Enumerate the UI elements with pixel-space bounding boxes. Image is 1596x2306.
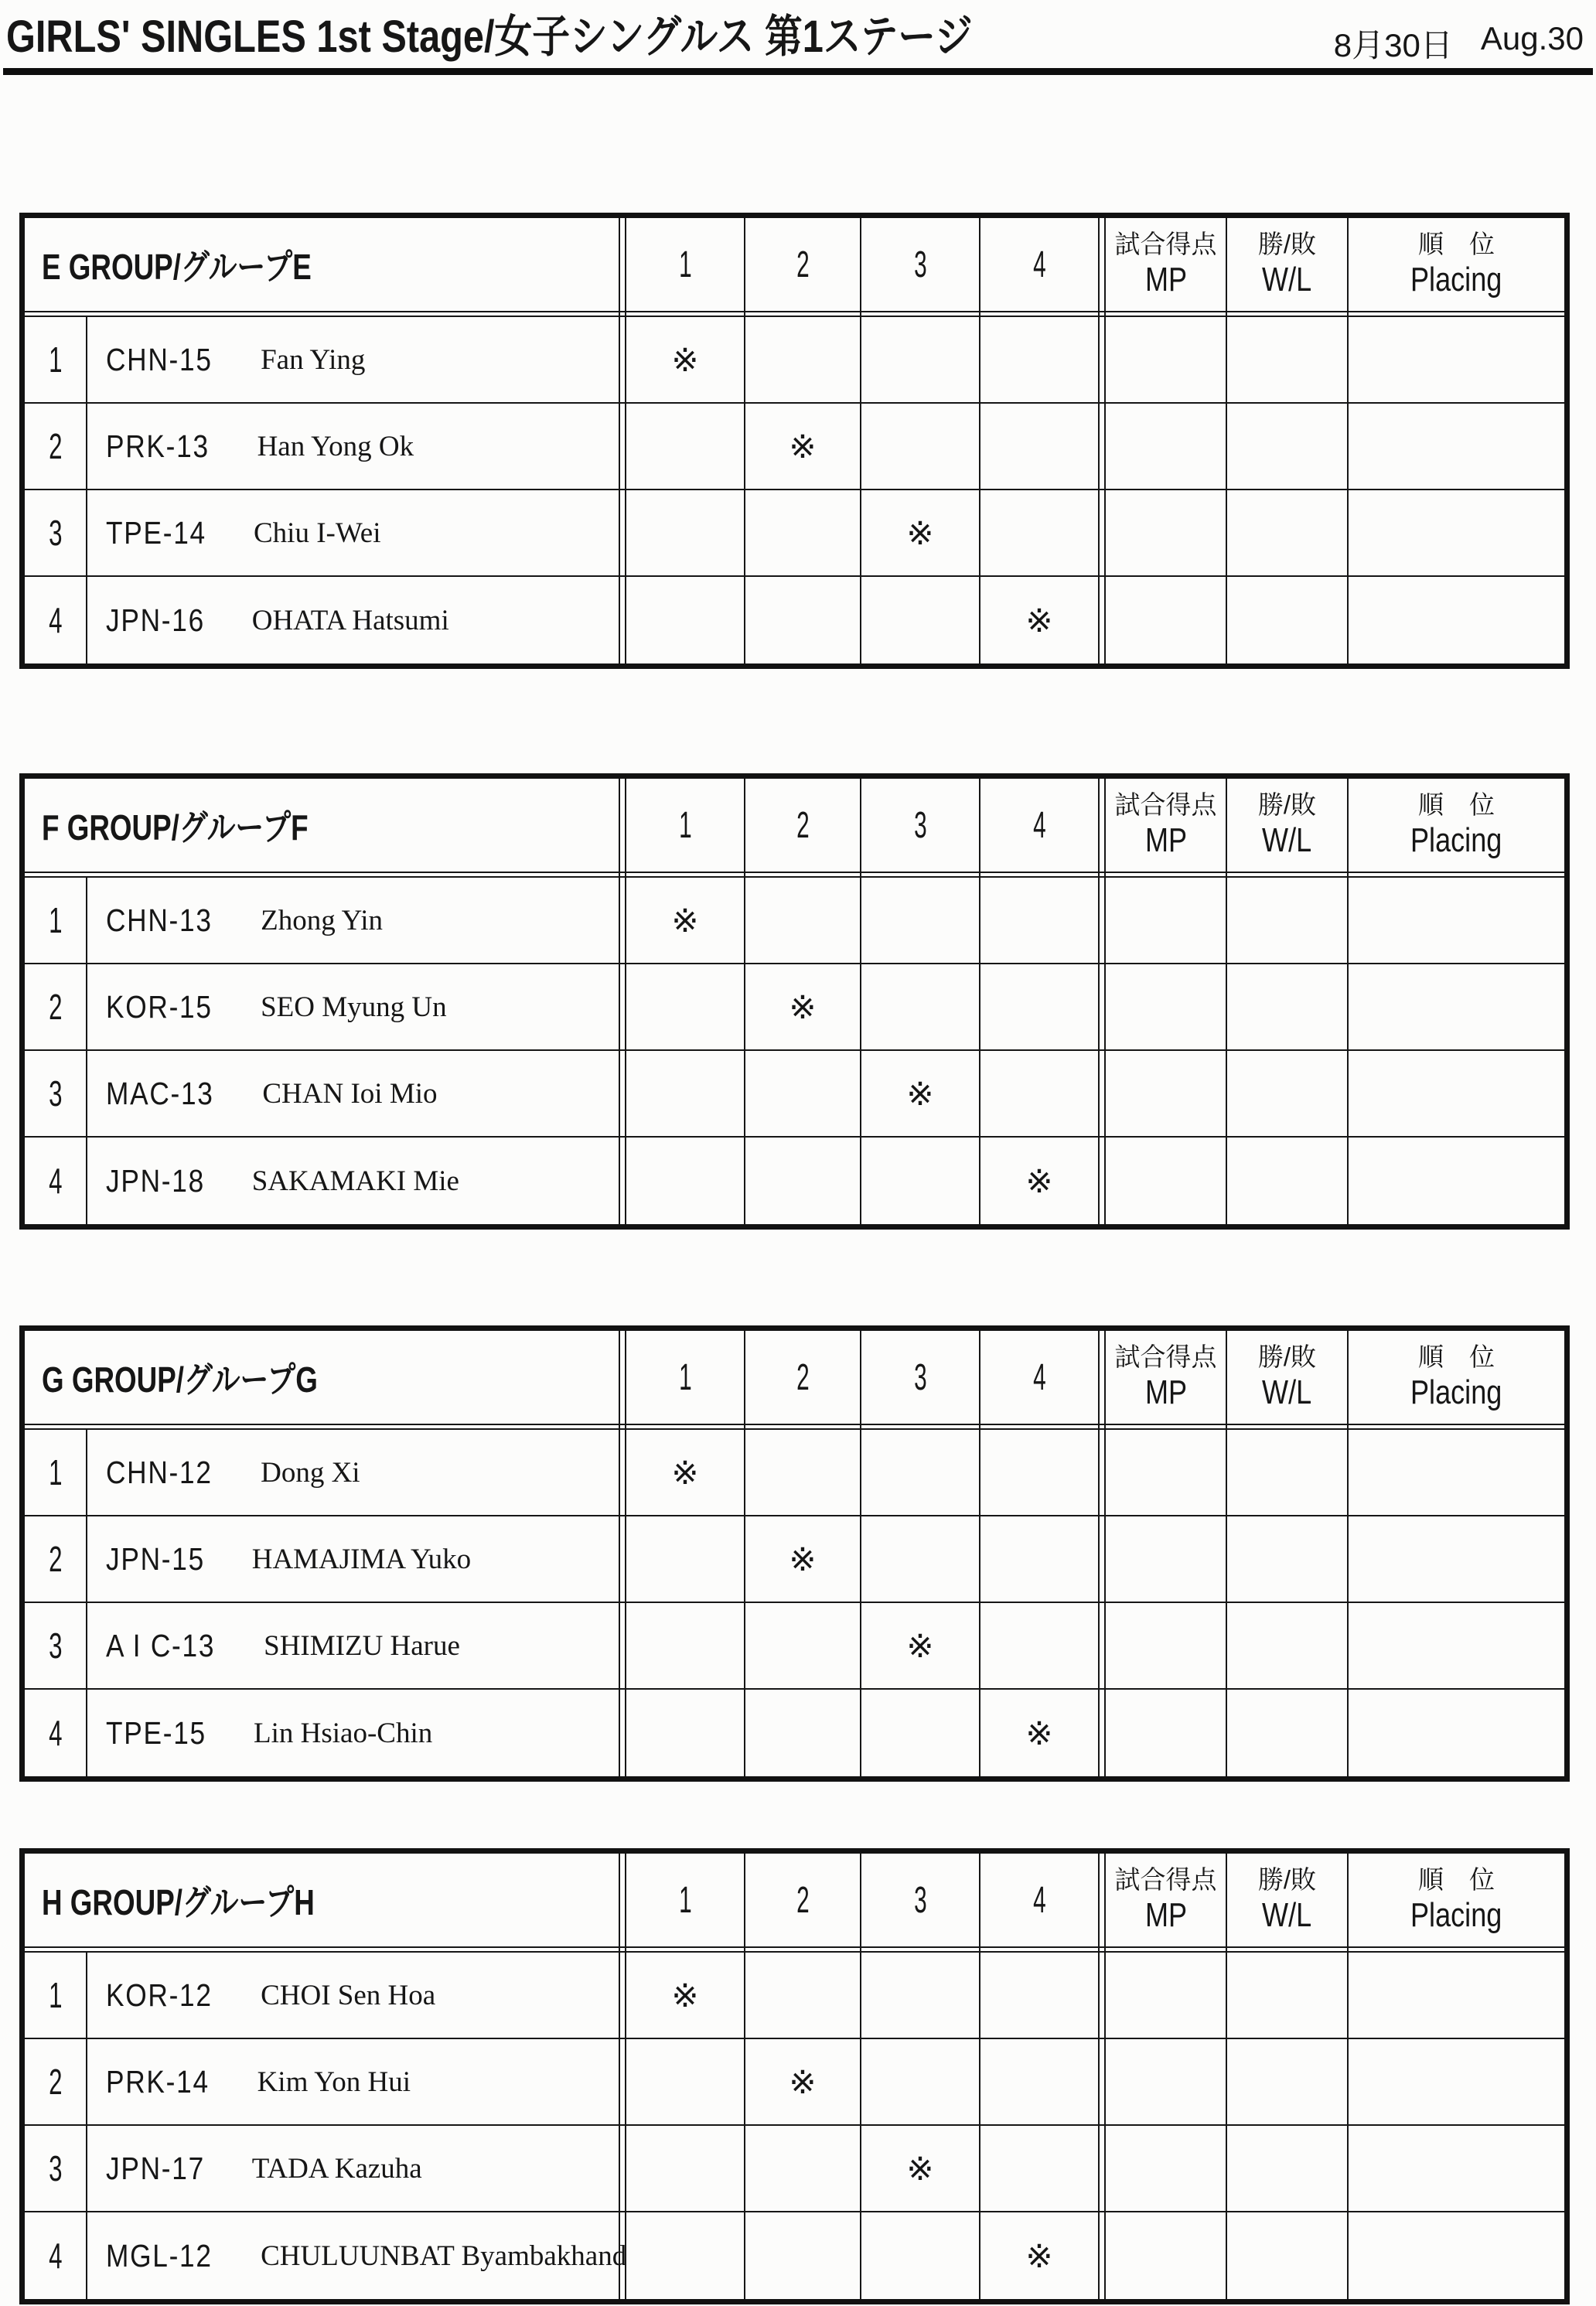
player-cell [86, 490, 619, 577]
match-cell [860, 2126, 979, 2212]
match-cell [979, 878, 1098, 964]
match-cell [744, 1051, 860, 1138]
placing-cell [1347, 1953, 1564, 2039]
match-cell [626, 317, 744, 404]
player-name: TADA Kazuha [251, 2152, 422, 2185]
match-cell [744, 878, 860, 964]
placing-header [1347, 1331, 1564, 1425]
self-match-mark: ※ [789, 428, 817, 465]
wl-cell [1226, 1953, 1347, 2039]
wl-cell [1226, 1051, 1347, 1138]
player-number: 1 [25, 878, 86, 964]
wl-header [1226, 1854, 1347, 1948]
mp-cell [1106, 2212, 1226, 2299]
round-column-header-1: 1 [626, 779, 744, 873]
round-column-header-1: 1 [626, 1331, 744, 1425]
player-code: CHN-12 [106, 1454, 213, 1490]
player-code: KOR-15 [106, 988, 213, 1025]
player-number: 3 [25, 1603, 86, 1690]
self-match-mark: ※ [789, 2063, 817, 2100]
placing-header [1347, 779, 1564, 873]
match-cell [860, 964, 979, 1051]
wl-cell [1226, 964, 1347, 1051]
player-code: PRK-13 [106, 428, 210, 464]
match-cell [979, 1138, 1098, 1224]
mp-header-jp: 試合得点 [1114, 790, 1217, 819]
title-rule [3, 68, 1593, 75]
placing-header-en: Placing [1410, 1895, 1502, 1934]
grid-gap [619, 964, 626, 1051]
match-cell [626, 1690, 744, 1776]
match-cell [979, 1953, 1098, 2039]
player-code: TPE-14 [106, 514, 206, 551]
match-cell [744, 1953, 860, 2039]
placing-header-en: Placing [1410, 260, 1502, 298]
grid-gap [619, 1331, 626, 1425]
match-cell [744, 1430, 860, 1516]
grid-gap [1098, 1953, 1106, 2039]
grid-gap [1098, 490, 1106, 577]
round-column-header-2: 2 [744, 1854, 860, 1948]
grid-gap [1098, 1854, 1106, 1948]
placing-header-en: Placing [1410, 820, 1502, 859]
player-code: CHN-15 [106, 341, 213, 377]
mp-header [1106, 1854, 1226, 1948]
player-name: SHIMIZU Harue [264, 1629, 460, 1662]
placing-header-jp: 順 位 [1418, 790, 1495, 819]
match-cell [860, 317, 979, 404]
match-cell [744, 964, 860, 1051]
self-match-mark: ※ [906, 1627, 934, 1664]
placing-cell [1347, 1051, 1564, 1138]
player-cell [86, 964, 619, 1051]
grid-gap [619, 1690, 626, 1776]
player-name: Chiu I-Wei [254, 517, 381, 549]
group-table [19, 773, 1570, 1230]
grid-gap [619, 577, 626, 663]
match-cell [860, 1051, 979, 1138]
round-column-header-3: 3 [860, 1331, 979, 1425]
match-cell [860, 577, 979, 663]
mp-cell [1106, 490, 1226, 577]
self-match-mark: ※ [671, 902, 699, 939]
player-name: Zhong Yin [261, 904, 384, 936]
wl-header-en: W/L [1262, 260, 1312, 298]
match-cell [860, 1138, 979, 1224]
wl-header-jp: 勝/敗 [1257, 1342, 1317, 1371]
grid-gap [619, 1854, 626, 1948]
player-code: JPN-17 [106, 2150, 205, 2186]
placing-header [1347, 1854, 1564, 1948]
date [1334, 20, 1584, 67]
player-cell [86, 878, 619, 964]
round-column-header-4: 4 [979, 218, 1098, 312]
grid-gap [1098, 1690, 1106, 1776]
mp-cell [1106, 1516, 1226, 1603]
match-cell [979, 2212, 1098, 2299]
date-english: Aug.30 [1480, 20, 1584, 56]
wl-cell [1226, 878, 1347, 964]
round-column-header-2: 2 [744, 1331, 860, 1425]
wl-header [1226, 1331, 1347, 1425]
player-code: PRK-14 [106, 2063, 210, 2100]
grid-gap [1098, 1603, 1106, 1690]
round-column-header-1: 1 [626, 1854, 744, 1948]
wl-cell [1226, 490, 1347, 577]
player-name: Lin Hsiao-Chin [254, 1717, 433, 1749]
mp-cell [1106, 1953, 1226, 2039]
player-cell [86, 1690, 619, 1776]
wl-cell [1226, 317, 1347, 404]
match-cell [626, 1051, 744, 1138]
match-cell [626, 2126, 744, 2212]
wl-cell [1226, 2212, 1347, 2299]
player-name: SEO Myung Un [261, 991, 447, 1023]
grid-gap [619, 317, 626, 404]
mp-cell [1106, 1430, 1226, 1516]
date-japanese: 8月30日 [1333, 27, 1453, 63]
player-number: 4 [48, 2236, 63, 2276]
match-cell [626, 1603, 744, 1690]
match-cell [860, 490, 979, 577]
group-title: F GROUP/グループF [25, 779, 619, 873]
grid-gap [1098, 577, 1106, 663]
mp-header [1106, 779, 1226, 873]
match-cell [626, 1138, 744, 1224]
match-cell [860, 404, 979, 490]
player-number: 1 [25, 1953, 86, 2039]
grid-gap [1098, 1331, 1106, 1425]
placing-cell [1347, 317, 1564, 404]
round-column-header-3: 3 [860, 779, 979, 873]
match-cell [860, 1690, 979, 1776]
match-cell [744, 1690, 860, 1776]
wl-cell [1226, 1138, 1347, 1224]
group-title: E GROUP/グループE [25, 218, 619, 312]
grid-gap [1098, 2212, 1106, 2299]
grid-gap [619, 1051, 626, 1138]
match-cell [626, 878, 744, 964]
match-cell [860, 1430, 979, 1516]
round-column-header-4: 4 [979, 779, 1098, 873]
self-match-mark: ※ [1025, 1714, 1053, 1752]
mp-header-en: MP [1144, 1895, 1187, 1934]
wl-cell [1226, 577, 1347, 663]
grid-gap [1098, 1138, 1106, 1224]
placing-cell [1347, 1430, 1564, 1516]
group-title: H GROUP/グループH [25, 1854, 619, 1948]
self-match-mark: ※ [671, 1977, 699, 2014]
grid-gap [1098, 2039, 1106, 2126]
player-cell [86, 1603, 619, 1690]
grid-gap [1098, 1051, 1106, 1138]
group-table [19, 213, 1570, 669]
placing-header-en: Placing [1410, 1373, 1502, 1411]
player-cell [86, 1516, 619, 1603]
player-number: 3 [25, 2126, 86, 2212]
page-title: GIRLS' SINGLES 1st Stage/女子シングルス 第1ステージ [6, 12, 973, 62]
player-number: 2 [25, 964, 86, 1051]
match-cell [979, 1690, 1098, 1776]
grid-gap [619, 1516, 626, 1603]
mp-header-en: MP [1144, 260, 1187, 298]
mp-cell [1106, 577, 1226, 663]
player-name: Kim Yon Hui [257, 2066, 411, 2098]
mp-header [1106, 218, 1226, 312]
grid-gap [1098, 1516, 1106, 1603]
match-cell [979, 2126, 1098, 2212]
self-match-mark: ※ [789, 988, 817, 1025]
player-number: 3 [25, 490, 86, 577]
placing-cell [1347, 490, 1564, 577]
placing-cell [1347, 404, 1564, 490]
grid-gap [619, 490, 626, 577]
self-match-mark: ※ [1025, 2237, 1053, 2274]
player-code: TPE-15 [106, 1714, 206, 1751]
player-code: A I C-13 [106, 1627, 216, 1663]
player-name: CHOI Sen Hoa [261, 1979, 436, 2011]
placing-cell [1347, 964, 1564, 1051]
match-cell [979, 1051, 1098, 1138]
match-cell [979, 2039, 1098, 2126]
player-cell [86, 317, 619, 404]
self-match-mark: ※ [671, 341, 699, 378]
player-number: 2 [25, 404, 86, 490]
round-column-header-3: 3 [860, 218, 979, 312]
self-match-mark: ※ [906, 1075, 934, 1112]
mp-cell [1106, 1051, 1226, 1138]
wl-header-jp: 勝/敗 [1257, 229, 1317, 258]
player-name: OHATA Hatsumi [251, 604, 449, 636]
player-cell [86, 1051, 619, 1138]
wl-header-jp: 勝/敗 [1257, 790, 1317, 819]
wl-header [1226, 779, 1347, 873]
mp-cell [1106, 878, 1226, 964]
grid-gap [619, 1603, 626, 1690]
match-cell [744, 577, 860, 663]
grid-gap [619, 1953, 626, 2039]
match-cell [744, 2126, 860, 2212]
match-cell [744, 490, 860, 577]
grid-gap [1098, 878, 1106, 964]
placing-header-jp: 順 位 [1418, 1342, 1495, 1371]
wl-cell [1226, 1430, 1347, 1516]
match-cell [626, 490, 744, 577]
player-name: Fan Ying [261, 343, 366, 376]
player-number: 4 [48, 1713, 63, 1753]
player-number: 2 [25, 1516, 86, 1603]
match-cell [744, 404, 860, 490]
player-cell [86, 1138, 619, 1224]
wl-cell [1226, 1516, 1347, 1603]
round-column-header-3: 3 [860, 1854, 979, 1948]
grid-gap [619, 1430, 626, 1516]
placing-cell [1347, 2212, 1564, 2299]
grid-gap [619, 779, 626, 873]
player-code: MAC-13 [106, 1075, 214, 1111]
grid-gap [1098, 964, 1106, 1051]
placing-cell [1347, 2039, 1564, 2126]
mp-header [1106, 1331, 1226, 1425]
self-match-mark: ※ [789, 1540, 817, 1578]
self-match-mark: ※ [1025, 1162, 1053, 1199]
match-cell [979, 577, 1098, 663]
player-name: SAKAMAKI Mie [251, 1165, 459, 1197]
wl-cell [1226, 1603, 1347, 1690]
player-code: KOR-12 [106, 1977, 213, 2013]
placing-header-jp: 順 位 [1418, 1864, 1495, 1894]
self-match-mark: ※ [671, 1454, 699, 1491]
player-cell [86, 1953, 619, 2039]
wl-header-en: W/L [1262, 1373, 1312, 1411]
player-name: CHAN Ioi Mio [262, 1077, 438, 1110]
player-name: Han Yong Ok [257, 430, 414, 462]
grid-gap [1098, 317, 1106, 404]
match-cell [979, 490, 1098, 577]
wl-header-jp: 勝/敗 [1257, 1864, 1317, 1894]
mp-cell [1106, 2126, 1226, 2212]
player-number: 1 [25, 317, 86, 404]
wl-header [1226, 218, 1347, 312]
match-cell [626, 577, 744, 663]
grid-gap [619, 404, 626, 490]
round-column-header-4: 4 [979, 1854, 1098, 1948]
player-name: CHULUUNBAT Byambakhand [261, 2239, 627, 2272]
grid-gap [619, 2039, 626, 2126]
mp-cell [1106, 1690, 1226, 1776]
match-cell [979, 1430, 1098, 1516]
mp-cell [1106, 1138, 1226, 1224]
mp-cell [1106, 1603, 1226, 1690]
grid-gap [619, 878, 626, 964]
grid-gap [619, 2212, 626, 2299]
round-column-header-1: 1 [626, 218, 744, 312]
match-cell [979, 317, 1098, 404]
player-number: 4 [48, 1161, 63, 1201]
mp-header-en: MP [1144, 1373, 1187, 1411]
self-match-mark: ※ [1025, 602, 1053, 639]
match-cell [626, 2039, 744, 2126]
mp-header-jp: 試合得点 [1114, 1864, 1217, 1894]
mp-header-jp: 試合得点 [1114, 229, 1217, 258]
group-table [19, 1325, 1570, 1782]
grid-gap [619, 1138, 626, 1224]
player-number: 4 [48, 600, 63, 640]
match-cell [979, 1603, 1098, 1690]
match-cell [860, 2039, 979, 2126]
player-cell [86, 577, 619, 663]
match-cell [744, 1138, 860, 1224]
wl-header-en: W/L [1262, 1895, 1312, 1934]
grid-gap [1098, 2126, 1106, 2212]
wl-cell [1226, 404, 1347, 490]
match-cell [626, 2212, 744, 2299]
grid-gap [1098, 404, 1106, 490]
player-code: JPN-18 [106, 1162, 205, 1199]
match-cell [979, 964, 1098, 1051]
mp-header-en: MP [1144, 820, 1187, 859]
match-cell [860, 2212, 979, 2299]
match-cell [626, 964, 744, 1051]
player-cell [86, 404, 619, 490]
placing-cell [1347, 2126, 1564, 2212]
wl-header-en: W/L [1262, 820, 1312, 859]
match-cell [860, 878, 979, 964]
match-cell [744, 1603, 860, 1690]
mp-cell [1106, 964, 1226, 1051]
player-cell [86, 2039, 619, 2126]
match-cell [744, 1516, 860, 1603]
wl-cell [1226, 2039, 1347, 2126]
placing-cell [1347, 1690, 1564, 1776]
match-cell [626, 1953, 744, 2039]
match-cell [744, 317, 860, 404]
placing-cell [1347, 577, 1564, 663]
round-column-header-4: 4 [979, 1331, 1098, 1425]
mp-cell [1106, 2039, 1226, 2126]
player-cell [86, 2126, 619, 2212]
match-cell [626, 1430, 744, 1516]
round-column-header-2: 2 [744, 218, 860, 312]
wl-cell [1226, 1690, 1347, 1776]
player-cell [86, 2212, 627, 2299]
match-cell [626, 404, 744, 490]
match-cell [860, 1516, 979, 1603]
match-cell [860, 1603, 979, 1690]
placing-cell [1347, 1603, 1564, 1690]
player-code: JPN-15 [106, 1540, 205, 1577]
player-name: HAMAJIMA Yuko [251, 1543, 472, 1575]
player-cell [86, 1430, 619, 1516]
match-cell [860, 1953, 979, 2039]
self-match-mark: ※ [906, 514, 934, 551]
player-code: CHN-13 [106, 902, 213, 938]
player-code: JPN-16 [106, 602, 205, 638]
placing-cell [1347, 1516, 1564, 1603]
group-title: G GROUP/グループG [25, 1331, 619, 1425]
player-name: Dong Xi [261, 1456, 360, 1489]
match-cell [979, 1516, 1098, 1603]
grid-gap [1098, 218, 1106, 312]
grid-gap [619, 218, 626, 312]
player-number: 2 [25, 2039, 86, 2126]
round-column-header-2: 2 [744, 779, 860, 873]
grid-gap [1098, 779, 1106, 873]
wl-cell [1226, 2126, 1347, 2212]
match-cell [979, 404, 1098, 490]
self-match-mark: ※ [906, 2150, 934, 2187]
mp-header-jp: 試合得点 [1114, 1342, 1217, 1371]
placing-header [1347, 218, 1564, 312]
match-cell [744, 2212, 860, 2299]
match-cell [744, 2039, 860, 2126]
mp-cell [1106, 404, 1226, 490]
grid-gap [619, 2126, 626, 2212]
grid-gap [1098, 1430, 1106, 1516]
group-table [19, 1848, 1570, 2304]
player-number: 3 [25, 1051, 86, 1138]
placing-cell [1347, 1138, 1564, 1224]
placing-cell [1347, 878, 1564, 964]
match-cell [626, 1516, 744, 1603]
mp-cell [1106, 317, 1226, 404]
player-code: MGL-12 [106, 2237, 213, 2274]
placing-header-jp: 順 位 [1418, 229, 1495, 258]
player-number: 1 [25, 1430, 86, 1516]
